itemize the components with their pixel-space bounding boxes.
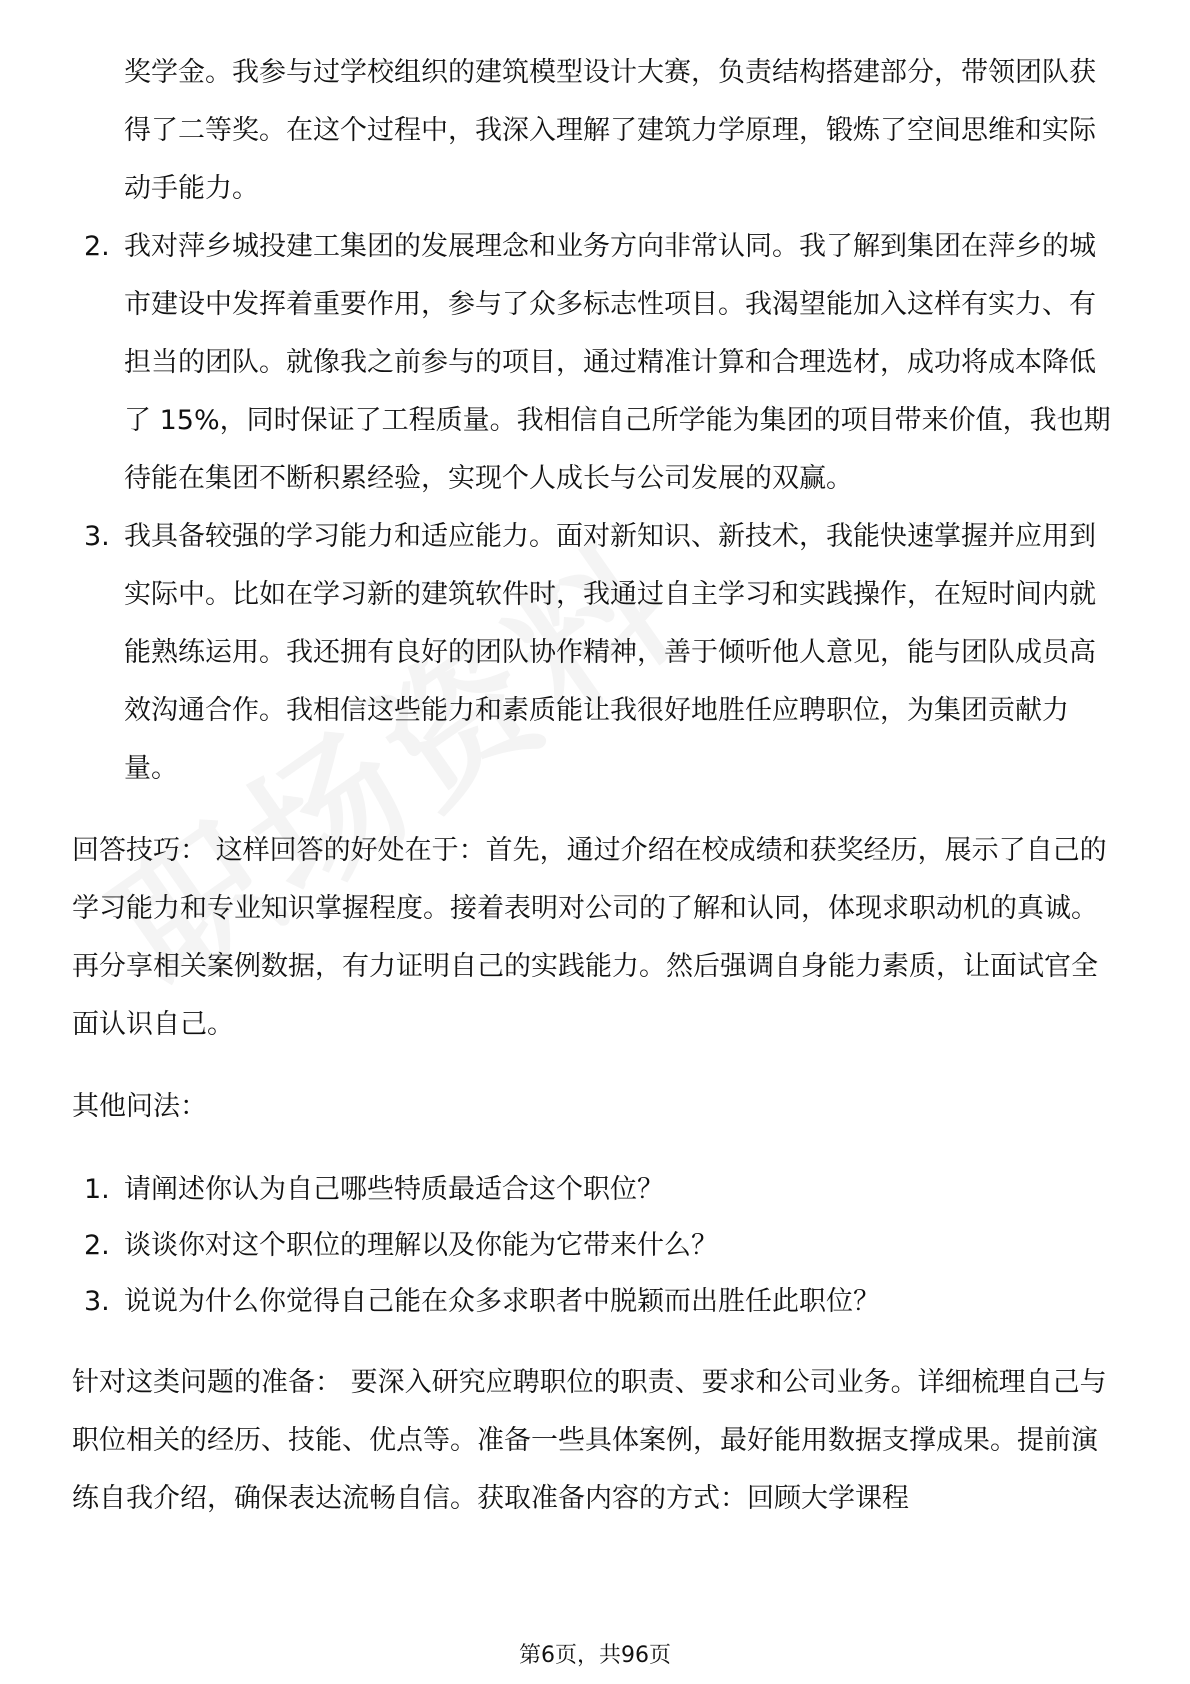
list-number: 3. [84,1286,110,1317]
list-item-text: 说说为什么你觉得自己能在众多求职者中脱颖而出胜任此职位？ [124,1286,880,1317]
list-item [72,1162,1122,1218]
list-item-text: 谈谈你对这个职位的理解以及你能为它带来什么？ [124,1230,718,1261]
other-questions-heading [72,1078,1122,1136]
list-number: 2. [84,1230,110,1261]
list-item-text: 我具备较强的学习能力和适应能力。面对新知识、新技术，我能快速掌握并应用到实际中。比如在学习新的建筑软件时，我通过自主学习和实践操作，在短时间内就能熟练运用。我还拥有良好的团队协作精神，善于倾听他人意见，能与团队成员高效沟通合作。我相信这些能力和素质能让我很好地胜任应聘职位，为集团贡献力量。 [124,521,1096,784]
page-footer: 第6页，共96页 [519,1643,671,1668]
other-label: 其他问法： [72,1091,207,1122]
list-number: 1. [84,1174,110,1205]
list-item [72,218,1122,508]
list-item-text: 我对萍乡城投建工集团的发展理念和业务方向非常认同。我了解到集团在萍乡的城市建设中发挥着重要作用，参与了众多标志性项目。我渴望能加入这样有实力、有担当的团队。就像我之前参与的项目，通过精准计算和合理选材，成功将成本降低了 15%，同时保证了工程质量。我相信自己所学能为集团的项目带来价值，我也期待能在集团不断积累经验，实现个人成长与公司发展的双赢。 [124,231,1111,494]
page-content [72,44,1122,1528]
tips-label: 回答技巧： [72,835,207,866]
list-number: 3. [84,521,110,552]
list-item [72,1274,1122,1330]
prep-label: 针对这类问题的准备： [72,1367,342,1398]
list-item-text: 请阐述你认为自己哪些特质最适合这个职位？ [124,1174,664,1205]
tips-text: 这样回答的好处在于：首先，通过介绍在校成绩和获奖经历，展示了自己的学习能力和专业知识掌握程度。接着表明对公司的了解和认同，体现求职动机的真诚。再分享相关案例数据，有力证明自己的实践能力。然后强调自身能力素质，让面试官全面认识自己。 [72,835,1107,1040]
list-item [72,1218,1122,1274]
prep-paragraph [72,1354,1122,1528]
list-number: 2. [84,231,110,262]
tips-paragraph [72,822,1122,1054]
list-item-continuation: 奖学金。我参与过学校组织的建筑模型设计大赛，负责结构搭建部分，带领团队获得了二等奖。在这个过程中，我深入理解了建筑力学原理，锻炼了空间思维和实际动手能力。 [124,57,1096,204]
other-questions-list [72,1162,1122,1330]
list-item [72,508,1122,798]
answer-list [72,218,1122,798]
prep-text: 要深入研究应聘职位的职责、要求和公司业务。详细梳理自己与职位相关的经历、技能、优点等。准备一些具体案例，最好能用数据支撑成果。提前演练自我介绍，确保表达流畅自信。获取准备内容的方式：回顾大学课程 [72,1367,1107,1514]
